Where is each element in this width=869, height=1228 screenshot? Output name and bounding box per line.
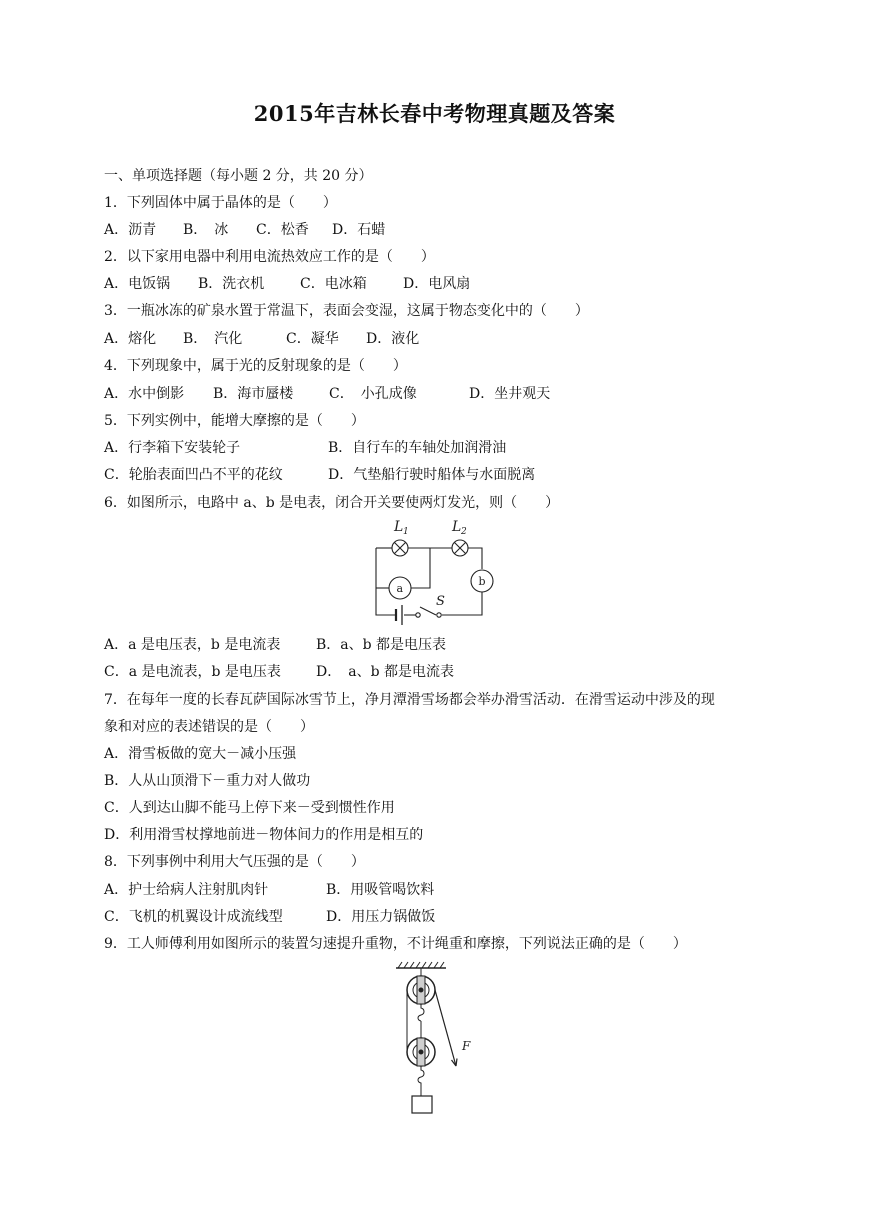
question-4-option-c: C． 小孔成像 [329, 386, 417, 402]
question-3-option-b: B． 汽化 [183, 331, 243, 347]
question-7-option-d: D．利用滑雪杖撑地前进－物体间力的作用是相互的 [104, 827, 424, 843]
switch-label: S [436, 594, 445, 609]
question-6-option-a: A．a 是电压表，b 是电流表 [104, 637, 281, 653]
question-1-stem: 1．下列固体中属于晶体的是（ ） [104, 195, 337, 211]
question-1-option-c: C．松香 [256, 222, 309, 238]
force-label: F [462, 1039, 471, 1053]
question-3-option-a: A．熔化 [104, 331, 157, 347]
question-6-stem: 6．如图所示，电路中 a、b 是电表，闭合开关要使两灯发光，则（ ） [104, 495, 560, 511]
page-title: 2015年吉林长春中考物理真题及答案 [253, 101, 616, 126]
meter-b-label: b [478, 575, 486, 588]
question-2-option-d: D．电风扇 [403, 276, 471, 292]
circuit-diagram [370, 517, 500, 625]
question-8-stem: 8．下列事例中利用大气压强的是（ ） [104, 854, 365, 870]
question-3-stem: 3．一瓶冰冻的矿泉水置于常温下，表面会变湿，这属于物态变化中的（ ） [104, 303, 589, 319]
question-7-option-a: A．滑雪板做的宽大－减小压强 [104, 746, 297, 762]
question-3-option-c: C．凝华 [286, 331, 339, 347]
question-1-option-b: B． 冰 [183, 222, 229, 238]
lamp-l2-subscript: 2 [461, 527, 467, 537]
question-7-stem: 7．在每年一度的长春瓦萨国际冰雪节上，净月潭滑雪场都会举办滑雪活动．在滑雪运动中涉及的现 [104, 692, 715, 708]
lamp-l2-label: L [452, 519, 462, 535]
question-4-option-d: D．坐井观天 [469, 386, 551, 402]
question-2-option-c: C．电冰箱 [300, 276, 367, 292]
question-5-stem: 5．下列实例中，能增大摩擦的是（ ） [104, 413, 365, 429]
question-2-option-b: B．洗衣机 [198, 276, 265, 292]
question-4-option-b: B．海市蜃楼 [213, 386, 294, 402]
question-7-option-c: C．人到达山脚不能马上停下来－受到惯性作用 [104, 800, 395, 816]
question-8-option-c: C．飞机的机翼设计成流线型 [104, 909, 283, 925]
question-8-option-b: B．用吸管喝饮料 [326, 882, 435, 898]
question-4-option-a: A．水中倒影 [104, 386, 185, 402]
question-5-option-a: A．行李箱下安装轮子 [104, 440, 241, 456]
meter-a-label: a [396, 582, 404, 595]
question-8-option-a: A．护士给病人注射肌肉针 [104, 882, 269, 898]
weight-box-icon [412, 1096, 432, 1113]
question-6-option-c: C．a 是电流表，b 是电压表 [104, 664, 281, 680]
question-9-stem: 9．工人师傅利用如图所示的装置匀速提升重物，不计绳重和摩擦，下列说法正确的是（ ） [104, 936, 687, 952]
question-5-option-d: D．气垫船行驶时船体与水面脱离 [328, 467, 536, 483]
lamp-l1-label: L [394, 519, 404, 535]
question-4-stem: 4．下列现象中，属于光的反射现象的是（ ） [104, 358, 407, 374]
question-1-option-d: D．石蜡 [332, 222, 386, 238]
question-8-option-d: D．用压力锅做饭 [326, 909, 436, 925]
question-3-option-d: D．液化 [366, 331, 420, 347]
question-2-stem: 2．以下家用电器中利用电流热效应工作的是（ ） [104, 249, 435, 265]
question-5-option-b: B．自行车的车轴处加润滑油 [328, 440, 507, 456]
question-6-option-d: D． a、b 都是电流表 [316, 664, 454, 680]
pulley-diagram [392, 960, 482, 1120]
question-2-option-a: A．电饭锅 [104, 276, 171, 292]
question-7-option-b: B．人从山顶滑下－重力对人做功 [104, 773, 311, 789]
question-5-option-c: C．轮胎表面凹凸不平的花纹 [104, 467, 283, 483]
question-7-stem-continued: 象和对应的表述错误的是（ ） [104, 719, 314, 735]
question-6-option-b: B．a、b 都是电压表 [316, 637, 447, 653]
lamp-l1-subscript: 1 [403, 527, 409, 537]
section-heading: 一、单项选择题（每小题 2 分，共 20 分） [104, 168, 373, 184]
question-1-option-a: A．沥青 [104, 222, 157, 238]
